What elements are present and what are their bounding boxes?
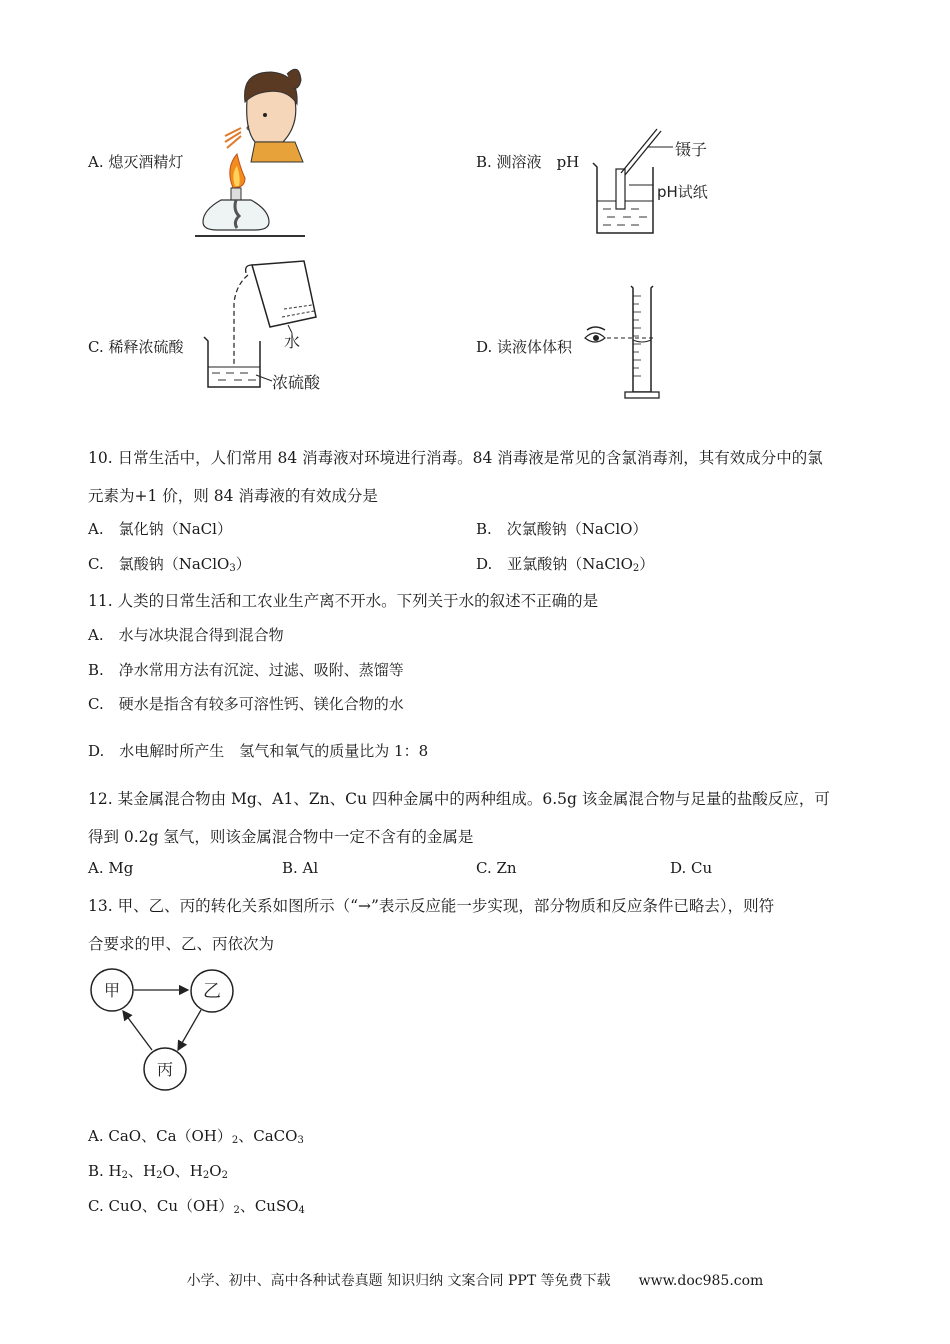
q12-option-d: D. Cu [670,859,713,877]
q13-option-b-t2: 、H [128,1162,157,1180]
q13-transformation-diagram [90,966,240,1091]
q12-option-b: B. Al [282,859,319,877]
q13-option-c-s2: 4 [298,1205,305,1216]
node-bing: 丙 [156,1060,174,1079]
node-jia: 甲 [103,981,121,1000]
q11-option-c: C. 硬水是指含有较多可溶性钙、镁化合物的水 [88,695,404,713]
q12-option-c: C. Zn [476,859,517,877]
q9-option-b-ph: pH [556,153,580,171]
q13-option-b-s1: 2 [121,1170,129,1181]
q13-option-c-t1: C. CuO、Cu（OH） [88,1197,234,1215]
q9-option-b-label: B. 测溶液 [476,153,542,171]
cylinder-figure [585,282,695,404]
q10-option-a: A. 氯化钠（NaCl） [88,520,232,538]
q13-stem-line1: 13. 甲、乙、丙的转化关系如图所示（“→”表示反应能一步实现，部分物质和反应条件已略去），则符 [88,897,775,915]
q11-option-b: B. 净水常用方法有沉淀、过滤、吸附、蒸馏等 [88,661,404,679]
ph-paper-label: pH试纸 [657,183,708,201]
q13-option-b-s4: 2 [221,1170,228,1181]
q9-option-b [476,151,579,172]
page-footer: 小学、初中、高中各种试卷真题 知识归纳 文案合同 PPT 等免费下载 www.doc985.com [186,1273,764,1289]
q13-option-b-s3: 2 [202,1170,210,1181]
node-yi: 乙 [203,981,221,1002]
q10-option-c-end: ） [235,555,251,573]
conc-acid-label: 浓硫酸 [272,373,321,392]
q10-stem-line1: 10. 日常生活中，人们常用 84 消毒液对环境进行消毒。84 消毒液是常见的含氯消毒剂，其有效成分中的氯 [88,449,823,467]
q12-stem-line1: 12. 某金属混合物由 Mg、A1、Zn、Cu 四种金属中的两种组成。6.5g 该金属混合物与足量的盐酸反应，可 [88,790,830,808]
q13-option-b-s2: 2 [156,1170,163,1181]
q13-option-b-t1: B. H [88,1162,122,1180]
q13-option-c-s1: 2 [233,1205,240,1216]
q13-option-b-t4: O [209,1162,222,1180]
q13-option-a-s2: 3 [297,1135,304,1146]
q13-option-b [88,1160,228,1181]
q13-option-c [88,1195,305,1216]
q13-option-a-t2: 、CaCO [238,1127,298,1145]
q11-option-d: D. 水电解时所产生 氢气和氧气的质量比为 1：8 [88,742,429,760]
q10-option-b: B. 次氯酸钠（NaClO） [476,520,648,538]
water-label: 水 [284,332,301,351]
q10-option-d-end: ） [639,555,655,573]
arrow-bing-to-jia [123,1011,152,1050]
q11-stem: 11. 人类的日常生活和工农业生产离不开水。下列关于水的叙述不正确的是 [88,592,599,610]
q10-option-d-sub: 2 [632,563,640,574]
q13-option-b-t3: O、H [162,1162,203,1180]
dilution-figure [200,255,340,400]
q13-option-a-t1: A. CaO、Ca（OH） [88,1127,232,1145]
q13-option-a-s1: 2 [231,1135,239,1146]
arrow-yi-to-bing [178,1010,201,1050]
q13-option-c-t2: 、CuSO [239,1197,299,1215]
q10-option-c-sub: 3 [229,563,236,574]
q12-option-a: A. Mg [88,859,134,877]
q13-option-a [88,1125,304,1146]
q9-option-a: A. 熄灭酒精灯 [88,153,184,171]
q9-option-c: C. 稀释浓硫酸 [88,338,184,356]
q9-option-d: D. 读液体体积 [476,338,573,356]
q10-option-d-text: D. 亚氯酸钠（NaClO [476,555,633,573]
q11-option-a: A. 水与冰块混合得到混合物 [88,626,284,644]
q10-option-c-text: C. 氯酸钠（NaClO [88,555,230,573]
q12-stem-line2: 得到 0.2g 氢气，则该金属混合物中一定不含有的金属是 [88,828,474,846]
q10-option-c [88,553,251,574]
q10-stem-line2: 元素为+1 价，则 84 消毒液的有效成分是 [88,487,378,505]
q13-stem-line2: 合要求的甲、乙、丙依次为 [88,935,275,953]
tweezers-label: 镊子 [675,140,708,159]
ph-test-figure [585,125,735,240]
q10-option-d [476,553,654,574]
alcohol-lamp-figure [195,70,310,240]
